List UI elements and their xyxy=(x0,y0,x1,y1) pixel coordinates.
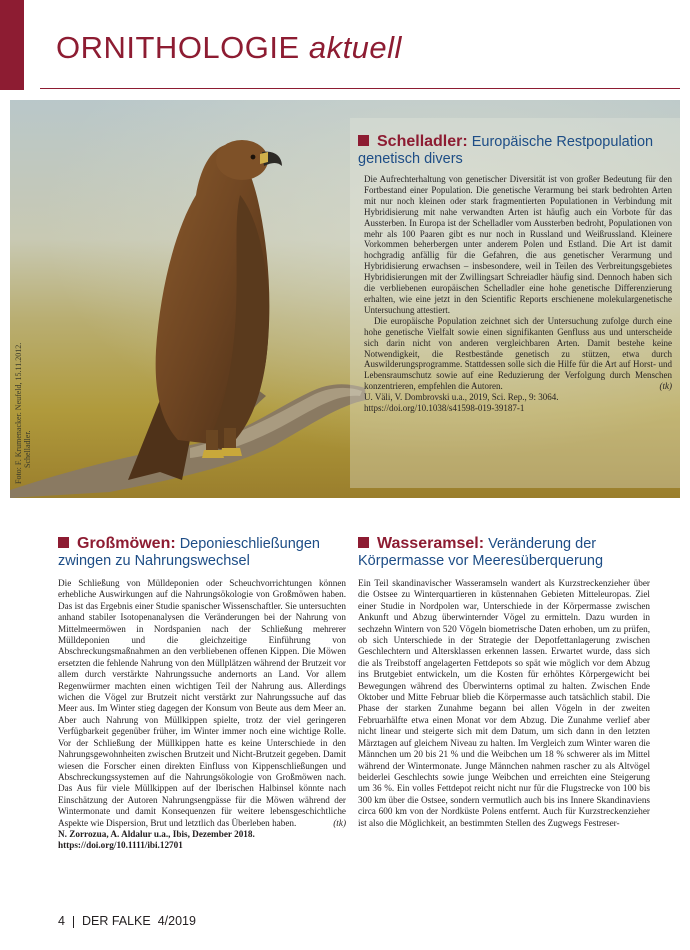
bullet-square xyxy=(358,135,369,146)
footer-divider xyxy=(73,916,74,928)
bullet-square xyxy=(358,537,369,548)
article-grossmoewen xyxy=(58,535,346,852)
headline-text: Deponieschließungen zwingen zu Nahrungswechsel xyxy=(58,536,320,569)
bullet-square xyxy=(58,537,69,548)
article-paragraph: Ein Teil skandinavischer Wasseramseln wandert als Kurzstreckenzieher über die Ostsee zu Winterquartieren in küstennahen Gebieten Mitteleuropas. Ziel einer Studie in Nordpolen war, Unterschiede in der Körpermasse zwischen Ankunft und Abzug überwinternder Vögel zu ermitteln. Dazu wurden in sechzehn Wintern von 520 Vögeln biometrische Daten erhoben, um zu prüfen, ob sich Unterschiede in der Strategie der Depotfettanlagerung zwischen Geschlechtern und Altersklassen erkennen lassen. Erwartet wurde, dass sich die als Treibstoff angelagerten Fettdepots so spät wie möglich vor dem Abzug ins Brutgebiet entwickeln, um die Kosten für erhöhtes Körpergewicht bei Bewegungen während des Überwinterns optimal zu halten. Zwischen Ende Oktober und Mitte Februar blieb die Körpermasse auch tatsächlich stabil. Die Phase der starken Zunahme begann bei allen Vögeln in der zweiten Februarhälfte etwa einen Monat vor dem Abzug. Die Zunahme verlief aber nicht linear und steigerte sich mit dem Datum, um sich dann in den letzten Märztagen auf gleichem Niveau zu halten. Im Vergleich zum Winter waren die Männchen um 20 bis 21 % und die Weibchen um 18 % schwerer als im Mittel während der Wintermonate. Junge Männchen nahmen rascher zu als Altvögel beiderlei Geschlechts sowie junge Weibchen und erreichten eine Steigerung um 36 %. Ein volles Fettdepot reicht nicht nur für die Flugstrecke von 100 bis 300 km über die Ostsee, sondern vermutlich auch bis ins Innere Skandinaviens circa 600 km von der Nordküste Polens entfernt. Auch für Kurzstreckenzieher ist also die Möglichkeit, an bestimmten Stellen des Zugwegs Festreser- xyxy=(358,578,650,828)
article-reference: U. Väli, V. Dombrovski u.a., 2019, Sci. Rep., 9: 3064. xyxy=(364,392,559,403)
article-wasseramsel xyxy=(358,535,650,829)
article-paragraph: Die europäische Population zeichnet sich der Untersuchung zufolge durch eine hohe genetische Vielfalt sowie einen signifikanten Genfluss aus und unterscheide sich darin nicht von anderen vergleichbaren Arten. Damit bestehe keine Notwendigkeit, die Restbestände genetisch zu stützen, etwa durch Auswilderungsprogramme. Stattdessen solle sich die Hilfe für die Art auf Horst- und Lebensraumschutz sowie auf eine Reduzierung der Verfolgung durch Menschen konzentrieren, empfehlen die Autoren. (tk) xyxy=(364,315,672,392)
magazine-name: DER FALKE xyxy=(81,914,151,928)
article-headline xyxy=(358,133,672,168)
article-doi-link[interactable]: https://doi.org/10.1038/s41598-019-39187-1 xyxy=(364,403,525,414)
headline-text: Europäische Restpopulation genetisch divers xyxy=(358,134,654,167)
article-schelladler xyxy=(358,133,672,414)
page-number: 4 xyxy=(58,914,65,928)
headline-lead: Wasseramsel: xyxy=(377,535,485,552)
section-title-italic: aktuell xyxy=(308,30,402,65)
headline-lead: Großmöwen: xyxy=(77,535,176,552)
section-title xyxy=(56,30,402,66)
page-accent-bar xyxy=(0,0,24,90)
article-body xyxy=(358,578,650,829)
photo-credit: Foto: F. Krumenacker. Neufeld, 15.11.2012. xyxy=(14,342,23,484)
article-doi-link[interactable]: https://doi.org/10.1111/ibi.12701 xyxy=(58,840,183,851)
page-footer xyxy=(58,914,196,928)
article-paragraph: Die Schließung von Mülldeponien oder Scheuchvorrichtungen können erhebliche Auswirkungen auf die Nahrungsökologie von Großmöwen haben. Das ist das Ergebnis einer Studie spanischer Wissenschaftler. Sie untersuchten anhand stabiler Isotopenanalysen die Veränderungen bei der Nahrung von Mittelmeermöwen in Nordspanien nach der Schließung mehrerer Mülldeponien und die gleichzeitige Einführung von Abschreckungsmaßnahmen an den verbliebenen offenen Kippen. Die Möwen ersetzten die fehlende Nahrung von den Müllplätzen während der Brutzeit vor allem durch verstärkte Nahrungssuche andernorts an Land. Vor allem Regenwürmer machten einen wichtigen Teil der Nahrung aus. Allerdings wichen die Vögel zur Brutzeit nicht verstärkt zur Nahrungssuche auf das Meer aus. Im Winter stieg dagegen der Konsum von Beute aus dem Meer an. Aber auch Nahrung von Müllkippen spielte, trotz der viel geringeren Verfügbarkeit gegenüber früher, im Winter immer noch eine wichtige Rolle. Vor der Schließung der Müllkippen hatte es keine Unterschiede in den Nahrungsgewohnheiten zwischen Brutzeit und Nicht-Brutzeit gegeben. Damit wiesen die Forscher einen direkten Einfluss von Kippenschließungen und Abschreckungssystemen auf die Nahrungsökologie von Großmöwen nach. Das Aus für viele Müllkippen auf der Iberischen Halbinsel könnte nach Einschätzung der Autoren Nahrungsengpässe für die Möwen während der Wintermonate und damit Konsequenzen für weitere lebensgeschichtliche Aspekte wie Dispersion, Brut und letztlich das Überleben haben. (tk) xyxy=(58,578,346,828)
section-title-main: ORNITHOLOGIE xyxy=(56,30,300,65)
article-headline xyxy=(358,535,650,570)
headline-text: Veränderung der Körpermasse vor Meeresüberquerung xyxy=(358,536,604,569)
issue-number: 4/2019 xyxy=(157,914,196,928)
author-initials: (tk) xyxy=(333,817,346,828)
article-headline xyxy=(58,535,346,570)
article-body xyxy=(58,578,346,852)
photo-caption: Schelladler. xyxy=(23,430,32,468)
header-rule xyxy=(40,88,680,89)
article-reference: N. Zorrozua, A. Aldalur u.a., Ibis, Dezember 2018. xyxy=(58,828,255,839)
headline-lead: Schelladler: xyxy=(377,133,468,150)
author-initials: (tk) xyxy=(659,381,672,392)
article-paragraph: Die Aufrechterhaltung von genetischer Diversität ist von großer Bedeutung für den Fortbestand einer Population. Die genetische Verarmung bei stark bedrohten Arten mit nur noch kleinen oder stark fragmentierten Populationen in Verbindung mit Hybridisierung mit nahe verwandten Arten ist häufig auch ein Vorbote für das Aussterben. In Europa ist der Schelladler vom Aussterben bedroht, Populationen von mehr als 100 Paaren gibt es nur noch in Russland und Weißrussland. Kleinere Vorkommen beherbergen unter anderem Polen und Estland. Die Art ist damit hochgradig anfällig für die Gefahren, die aus genetischer Verarmung und Hybridisierung erwachsen – insbesondere, weil in Teilen des Verbreitungsgebietes Hybridisierungen mit der Zwillingsart Schreiadler häufig sind. Dennoch haben sich die verbliebenen europäischen Schelladler eine hohe genetische Differenzierung erhalten, wie eine jetzt in den Scientific Reports erschienene molekulargenetische Untersuchung attestiert. xyxy=(364,174,672,315)
article-body xyxy=(364,174,672,414)
